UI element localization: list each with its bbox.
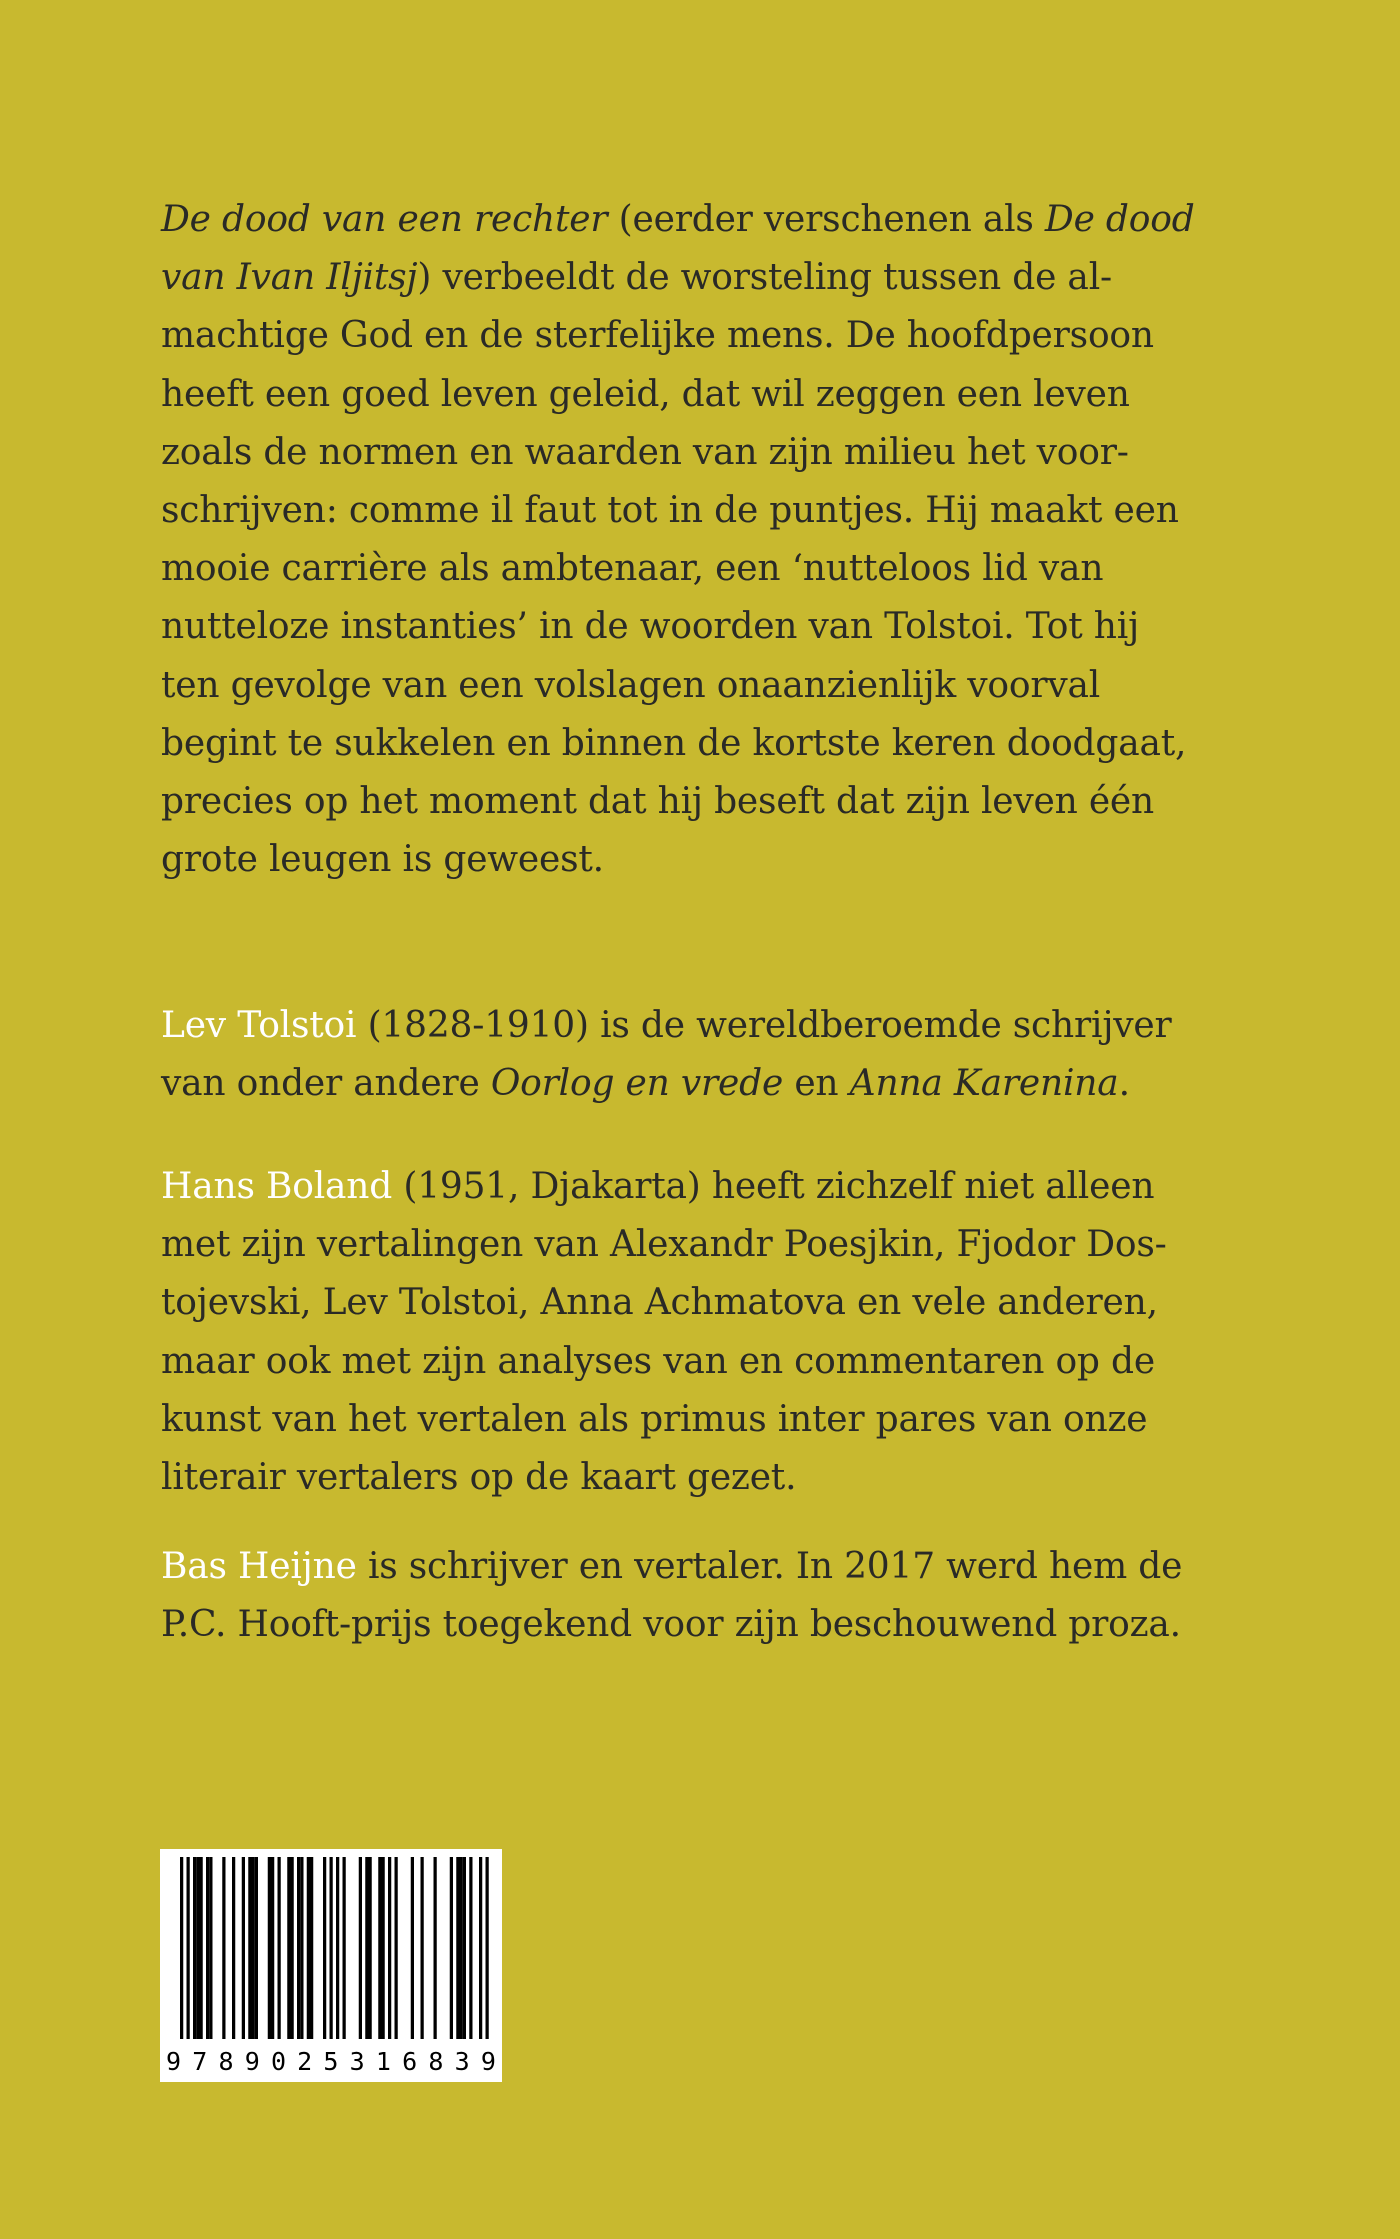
barcode-digit: 6 <box>402 2047 418 2076</box>
barcode-bar <box>300 1857 303 2039</box>
barcode-bar <box>365 1857 368 2039</box>
barcode-bar <box>450 1857 453 2039</box>
barcode-bar <box>252 1857 255 2039</box>
work-title-1: Oorlog en vrede <box>490 1063 784 1105</box>
barcode-bar <box>378 1857 381 2039</box>
barcode-bar <box>310 1857 313 2039</box>
barcode-bar <box>323 1857 326 2039</box>
barcode-bar <box>330 1857 333 2039</box>
barcode-bar <box>382 1857 385 2039</box>
barcode-digit: 5 <box>323 2047 339 2076</box>
synopsis-line-5: zoals de normen en waarden van zijn milieu het voor- <box>161 431 1129 473</box>
barcode-bar <box>336 1857 339 2039</box>
barcode-bar <box>206 1857 209 2039</box>
barcode-bar <box>411 1857 414 2039</box>
author-bio-line-1: Lev Tolstoi (1828-1910) is de wereldberoemde schrijver <box>161 1005 1172 1046</box>
barcode-digit: 3 <box>454 2047 470 2076</box>
afterword-author-bio <box>161 1538 1221 1654</box>
barcode-bar <box>369 1857 372 2039</box>
barcode-bar <box>271 1857 274 2039</box>
barcode-bar <box>479 1857 482 2039</box>
translator-bio-line-2: met zijn vertalingen van Alexandr Poesjkin, Fjodor Dos- <box>161 1224 1167 1266</box>
synopsis-line-4: heeft een goed leven geleid, dat wil zeggen een leven <box>161 373 1130 415</box>
synopsis-line-12: grote leugen is geweest. <box>161 839 604 881</box>
author-bio <box>161 997 1221 1113</box>
synopsis-line-3: machtige God en de sterfelijke mens. De hoofdpersoon <box>161 315 1154 357</box>
synopsis-line-6: schrijven: comme il faut tot in de puntjes. Hij maakt een <box>161 490 1179 532</box>
barcode-digit: 8 <box>428 2047 444 2076</box>
barcode-bar <box>486 1857 489 2039</box>
synopsis-line-9: ten gevolge van een volslagen onaanzienlijk voorval <box>161 664 1101 706</box>
barcode-bar <box>232 1857 235 2039</box>
synopsis-line-8: nutteloze instanties’ in de woorden van Tolstoi. Tot hij <box>161 606 1140 648</box>
former-title-part-2: van Ivan Iljitsj <box>161 257 418 299</box>
afterword-bio-line-1: Bas Heijne is schrijver en vertaler. In 2017 werd hem de <box>161 1546 1183 1587</box>
barcode-bar <box>359 1857 362 2039</box>
barcode-bar <box>242 1857 245 2039</box>
barcode-bar <box>460 1857 463 2039</box>
barcode-bar <box>291 1857 294 2039</box>
translator-name: Hans Boland <box>161 1166 393 1207</box>
translator-bio-line-3: tojevski, Lev Tolstoi, Anna Achmatova en vele anderen, <box>161 1282 1158 1324</box>
barcode-digit: 8 <box>218 2047 234 2076</box>
barcode-digit: 3 <box>349 2047 365 2076</box>
barcode-digit: 9 <box>480 2047 496 2076</box>
former-title-part-1: De dood <box>1044 199 1195 240</box>
barcode-bar <box>200 1857 203 2039</box>
barcode-bar <box>193 1857 196 2039</box>
barcode-bar <box>187 1857 190 2039</box>
barcode-bar <box>255 1857 258 2039</box>
barcode-bar <box>278 1857 281 2039</box>
barcode-bar <box>421 1857 424 2039</box>
translator-bio-line-4: maar ook met zijn analyses van en commentaren op de <box>161 1340 1155 1382</box>
synopsis-line-11: precies op het moment dat hij beseft dat zijn leven één <box>161 781 1155 823</box>
barcode-bar <box>456 1857 459 2039</box>
translator-bio-line-6: literair vertalers op de kaart gezet. <box>161 1457 797 1499</box>
synopsis-line-10: begint te sukkelen en binnen de kortste keren doodgaat, <box>161 722 1187 764</box>
translator-bio-line-1: Hans Boland (1951, Djakarta) heeft zichzelf niet alleen <box>161 1166 1155 1207</box>
barcode-digits <box>166 2048 496 2076</box>
barcode-bar <box>343 1857 346 2039</box>
synopsis-line-1: De dood van een rechter (eerder verschenen als De dood <box>161 199 1195 240</box>
author-bio-line-2: van onder andere Oorlog en vrede en Anna Karenina. <box>161 1063 1130 1105</box>
barcode-bar <box>388 1857 391 2039</box>
barcode-bar <box>434 1857 437 2039</box>
barcode-bar <box>463 1857 466 2039</box>
barcode-bar <box>469 1857 472 2039</box>
synopsis-line-2: van Ivan Iljitsj) verbeeldt de worsteling tussen de al- <box>161 257 1112 299</box>
barcode-bar <box>209 1857 212 2039</box>
afterword-author-name: Bas Heijne <box>161 1546 357 1587</box>
barcode-bar <box>297 1857 300 2039</box>
barcode-bar <box>196 1857 199 2039</box>
barcode-bar <box>268 1857 271 2039</box>
barcode-digit: 9 <box>244 2047 260 2076</box>
synopsis-paragraph <box>161 191 1221 889</box>
barcode-bar <box>222 1857 225 2039</box>
barcode-digit: 7 <box>192 2047 208 2076</box>
synopsis-line-7: mooie carrière als ambtenaar, een ‘nutteloos lid van <box>161 548 1104 590</box>
translator-bio <box>161 1158 1221 1507</box>
work-title-2: Anna Karenina <box>849 1063 1119 1105</box>
barcode-digit: 0 <box>270 2047 286 2076</box>
translator-bio-line-5: kunst van het vertalen als primus inter pares van onze <box>161 1398 1148 1440</box>
barcode-digit: 1 <box>375 2047 391 2076</box>
barcode-bar <box>248 1857 251 2039</box>
afterword-bio-line-2: P.C. Hooft-prijs toegekend voor zijn beschouwend proza. <box>161 1604 1181 1646</box>
isbn-barcode <box>160 1849 502 2082</box>
author-name: Lev Tolstoi <box>161 1005 357 1046</box>
barcode-bar <box>307 1857 310 2039</box>
barcode-digit: 2 <box>297 2047 313 2076</box>
barcode-bar <box>395 1857 398 2039</box>
book-title: De dood van een rechter <box>161 199 608 240</box>
barcode-bar <box>180 1857 183 2039</box>
barcode-bar <box>287 1857 290 2039</box>
barcode-digit: 9 <box>166 2047 182 2076</box>
